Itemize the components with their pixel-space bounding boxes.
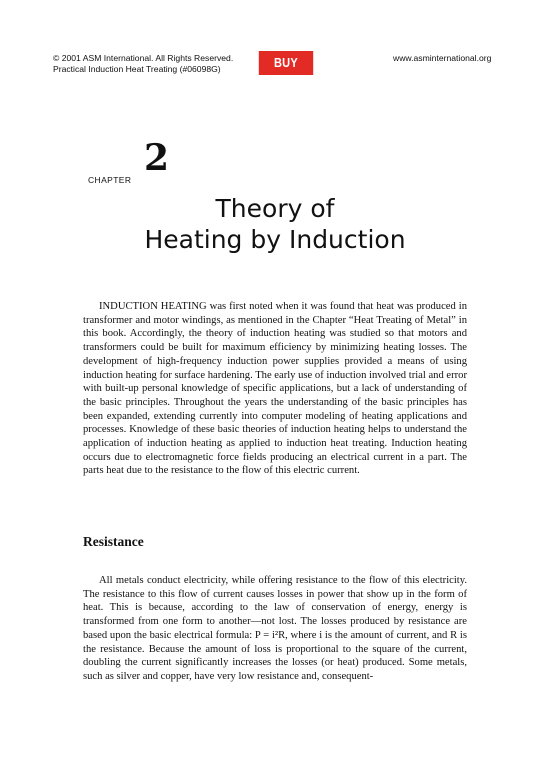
chapter-number: 2 xyxy=(144,137,170,179)
buy-now-button[interactable]: BUY NOW xyxy=(259,51,313,75)
resistance-paragraph: All metals conduct electricity, while offering resistance to the flow of this electricity. The resistance to this flow of current causes losses in power that show up in the form of heat. This is because, according to the law of conservation of energy, energy is transformed from one form to another—not lost. The losses produced by resistance are based upon the basic electrical formula: P = i²R, where i is the amount of current, and R is the resistance. Because the amount of loss is proportional to the square of the current, doubling the current significantly increases the losses (or heat) produced. Some metals, such as silver and copper, have very low resistance and, consequent- xyxy=(83,575,467,682)
website-link[interactable]: www.asminternational.org xyxy=(393,53,492,63)
intro-paragraph: INDUCTION HEATING was first noted when it was found that heat was produced in transformer and motor windings, as mentioned in the Chapter “Heat Treating of Metal” in this book. Accordingly, the theory of induction heating was studied so that motors and transformers could be built for maximum efficiency by minimizing heating losses. The development of high-frequency induction power supplies provided a means of using induction heating for surface hardening. The early use of induction involved trial and error with built-up personal knowledge of specific applications, but a lack of understanding of the basic principles. Throughout the years the understanding of the basic principles has been expanded, extending currently into computer modeling of heating applications and processes. Knowledge of these basic theories of induction heating helps to understand the application of induction heating as applied to induction heat treating. Induction heating occurs due to electromagnetic force fields producing an electrical current in a part. The parts heat due to the resistance to the flow of this electric current. xyxy=(83,301,467,477)
chapter-title-line-1: Theory of xyxy=(215,194,335,223)
chapter-title-line-2: Heating by Induction xyxy=(144,225,406,254)
section-heading-resistance: Resistance xyxy=(83,534,144,549)
header-publication-info xyxy=(53,53,233,74)
chapter-label: CHAPTER xyxy=(88,175,132,185)
copyright-notice: © 2001 ASM International. All Rights Reserved. xyxy=(53,53,234,63)
book-title-reference: Practical Induction Heat Treating (#06098G) xyxy=(53,63,221,74)
